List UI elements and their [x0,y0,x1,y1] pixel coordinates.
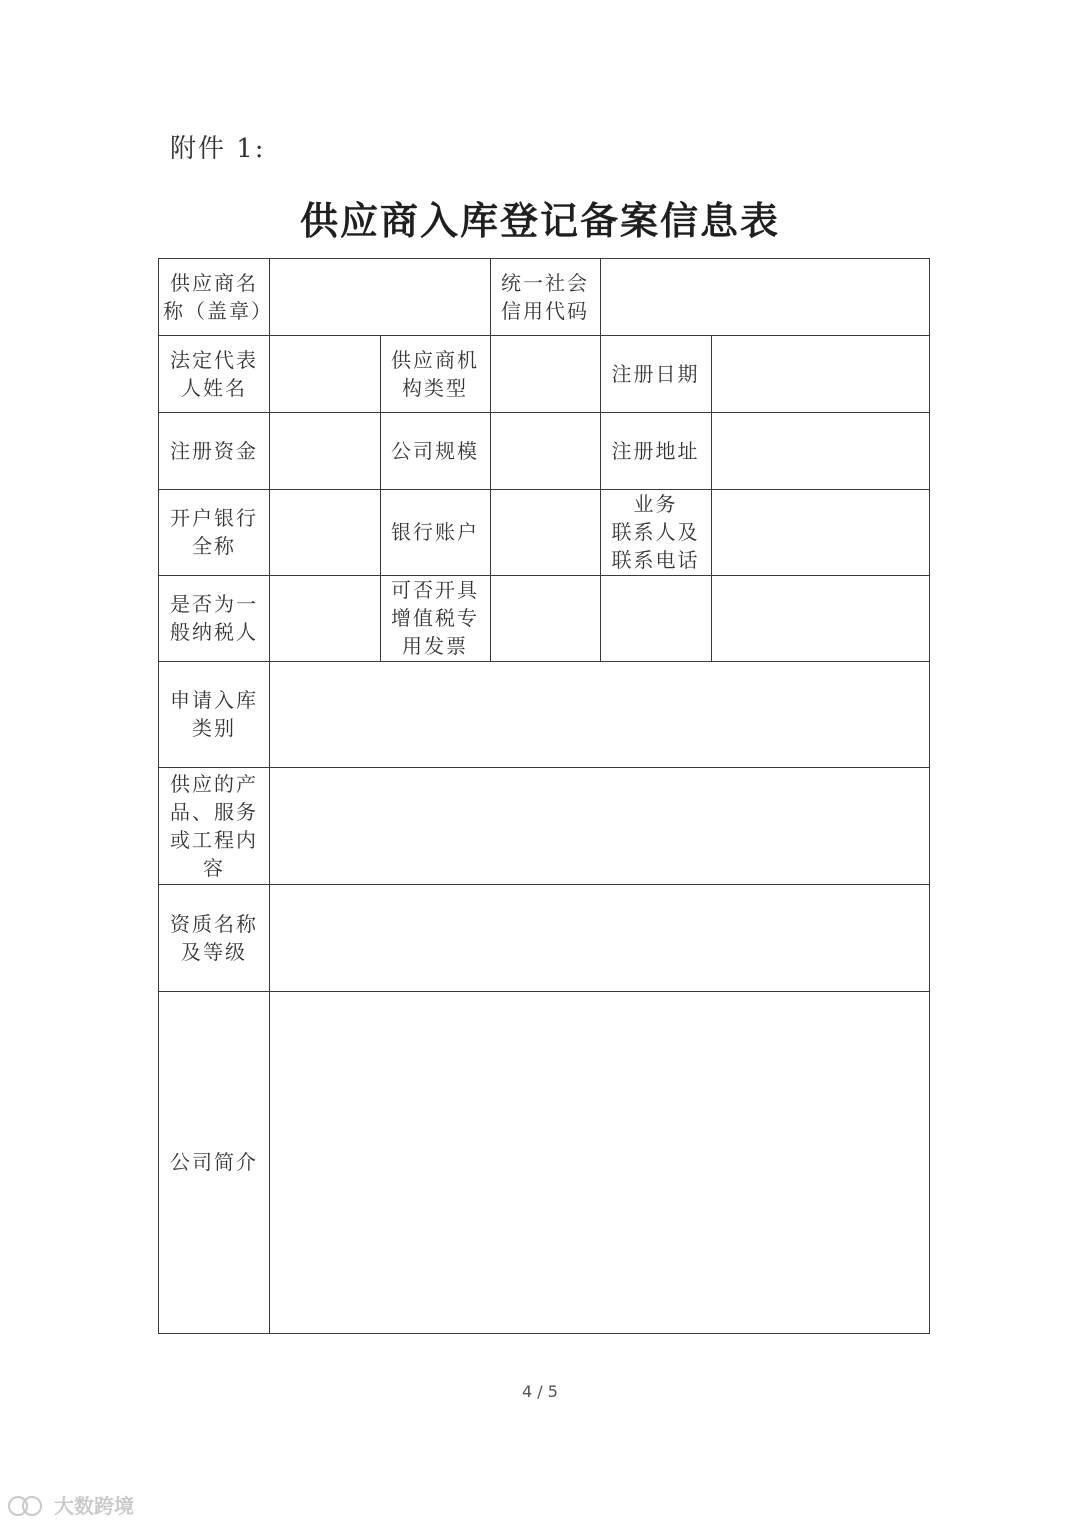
label-reg-date: 注册日期 [611,361,700,386]
label-bank-account: 银行账户 [391,520,479,544]
label-bank-name: 开户银行 全称 [170,506,258,558]
field-bank-name[interactable] [269,489,380,575]
watermark [8,1490,134,1519]
label-supply-content: 供应的产 品、服务 或工程内 容 [170,771,258,880]
label-qualification: 资质名称 及等级 [170,911,258,964]
label-org-type: 供应商机 构类型 [391,347,479,400]
watermark-logo-icon [8,1493,48,1517]
field-legal-rep[interactable] [269,335,380,412]
form-title: 供应商入库登记备案信息表 [299,198,780,243]
field-extra-1[interactable] [600,575,711,661]
field-supplier-name[interactable] [269,259,490,335]
field-extra-2[interactable] [711,575,929,661]
field-qualification[interactable] [269,884,929,991]
supplier-registration-form [158,258,930,1334]
label-company-scale: 公司规模 [391,438,479,463]
field-credit-code[interactable] [600,259,929,335]
field-company-intro[interactable] [269,991,929,1333]
label-supplier-name: 供应商名 称（盖章） [163,271,273,323]
label-company-intro: 公司简介 [170,1150,258,1174]
watermark-text: 大数跨境 [54,1494,134,1518]
field-reg-date[interactable] [711,335,929,412]
field-bank-account[interactable] [490,489,600,575]
label-reg-capital: 注册资金 [170,438,258,463]
label-apply-category: 申请入库 类别 [170,688,258,740]
field-vat-invoice[interactable] [490,575,600,661]
page-number: 4 / 5 [522,1382,558,1401]
field-contact[interactable] [711,489,929,575]
label-legal-rep: 法定代表 人姓名 [170,347,258,400]
field-apply-category[interactable] [269,661,929,767]
label-general-taxpayer: 是否为一 般纳税人 [170,592,258,644]
label-credit-code: 统一社会 信用代码 [501,271,589,323]
label-contact: 业务 联系人及 联系电话 [611,492,700,572]
label-vat-invoice: 可否开具 增值税专 用发票 [391,578,479,658]
field-general-taxpayer[interactable] [269,575,380,661]
field-reg-capital[interactable] [269,412,380,489]
field-org-type[interactable] [490,335,600,412]
field-supply-content[interactable] [269,767,929,884]
field-company-scale[interactable] [490,412,600,489]
field-reg-address[interactable] [711,412,929,489]
attachment-label: 附件 1: [170,134,266,164]
label-reg-address: 注册地址 [611,438,700,463]
